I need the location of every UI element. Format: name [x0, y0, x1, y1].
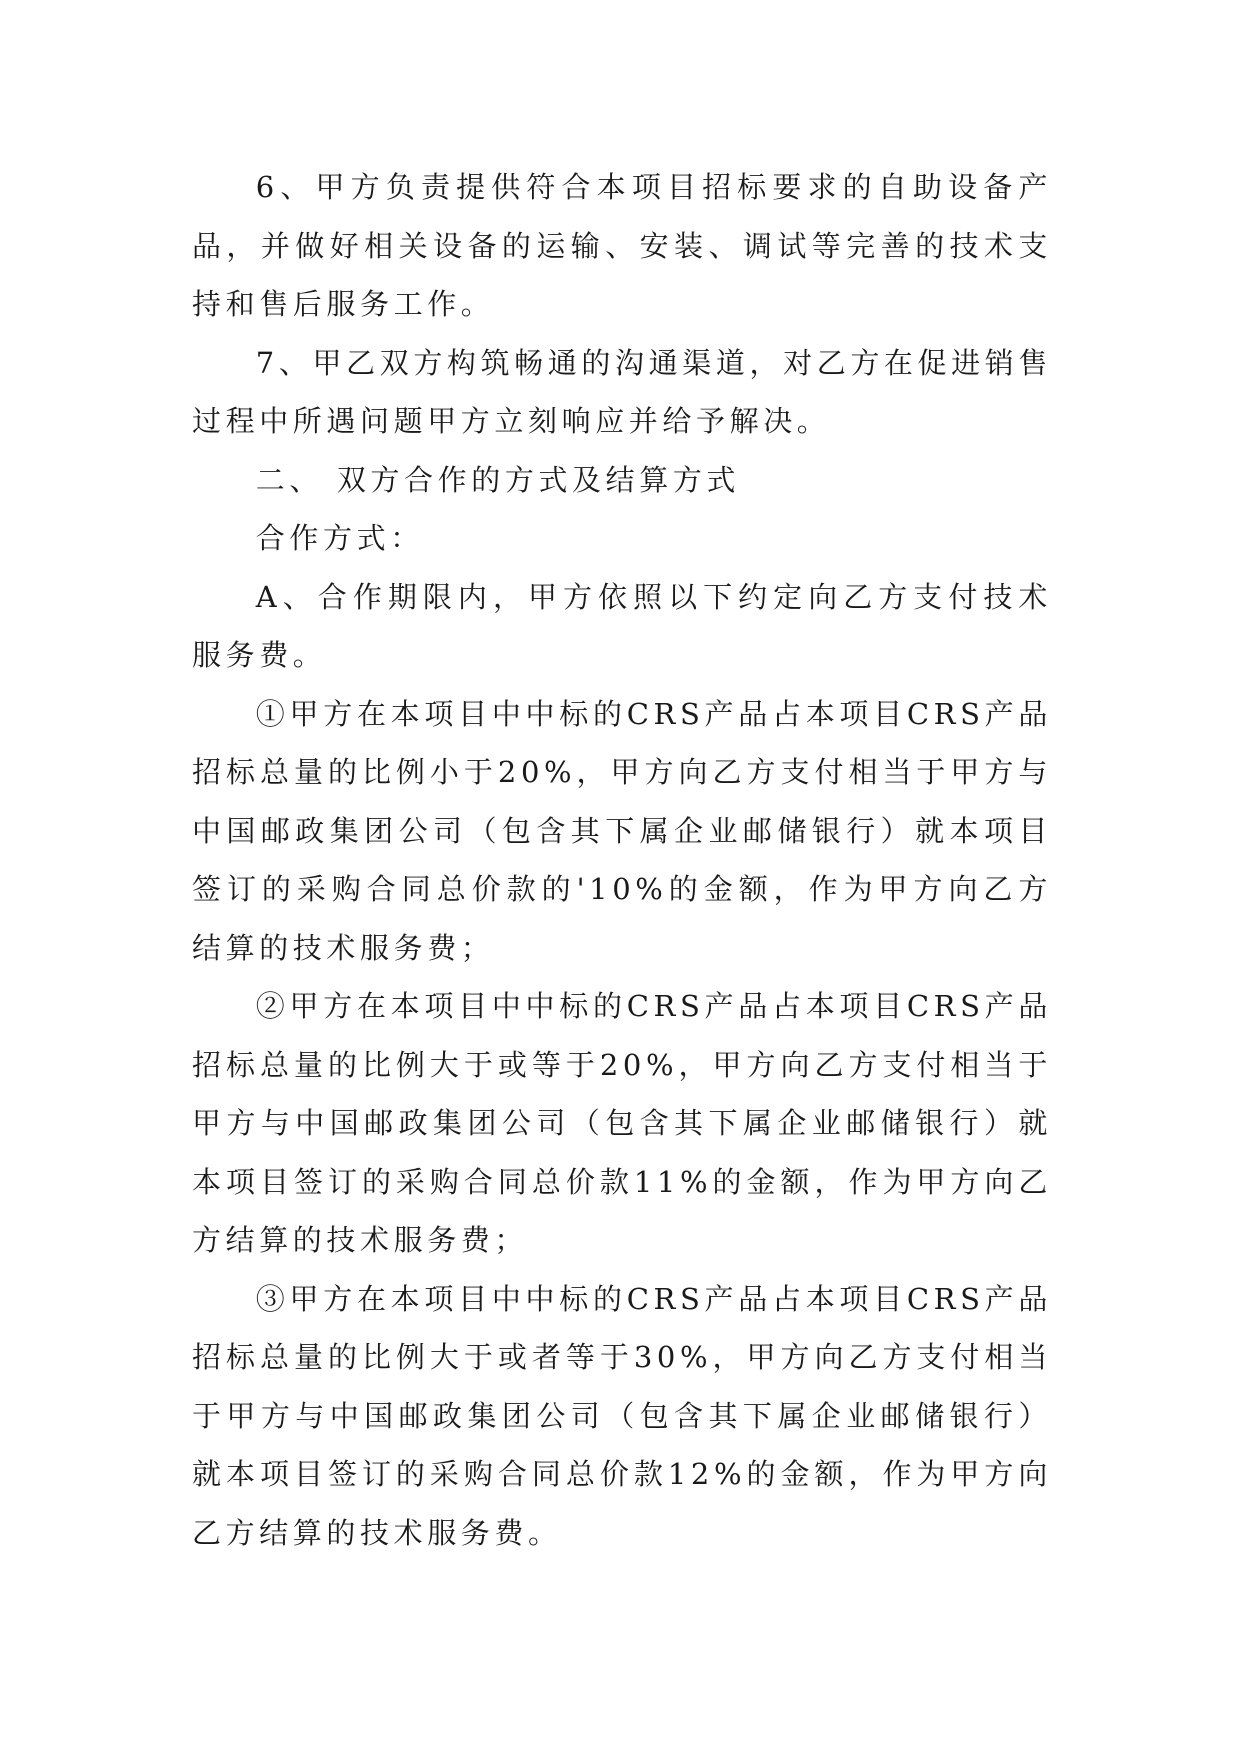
- paragraph-item-7: 7、甲乙双方构筑畅通的沟通渠道，对乙方在促进销售过程中所遇问题甲方立刻响应并给予解决。: [192, 345, 1052, 438]
- paragraph-item-6: 6、甲方负责提供符合本项目招标要求的自助设备产品，并做好相关设备的运输、安装、调试等完善的技术支持和售后服务工作。: [192, 170, 1052, 321]
- subheading-cooperation-method: 合作方式：: [255, 521, 424, 555]
- section-heading: 二、 双方合作的方式及结算方式: [255, 462, 741, 497]
- paragraph-clause-3: ③甲方在本项目中中标的CRS产品占本项目CRS产品招标总量的比例大于或者等于30%，甲方向乙方支付相当于甲方与中国邮政集团公司（包含其下属企业邮储银行）就本项目签订的采购合同总价款12%的金额，作为甲方向乙方结算的技术服务费。: [192, 1281, 1052, 1550]
- paragraph-clause-a: A、合作期限内，甲方依照以下约定向乙方支付技术服务费。: [192, 579, 1052, 672]
- paragraph-clause-2: ②甲方在本项目中中标的CRS产品占本项目CRS产品招标总量的比例大于或等于20%，甲方向乙方支付相当于甲方与中国邮政集团公司（包含其下属企业邮储银行）就本项目签订的采购合同总价款11%的金额，作为甲方向乙方结算的技术服务费；: [192, 989, 1052, 1257]
- document-body: [192, 158, 1052, 1562]
- paragraph-clause-1: ①甲方在本项目中中标的CRS产品占本项目CRS产品招标总量的比例小于20%，甲方向乙方支付相当于甲方与中国邮政集团公司（包含其下属企业邮储银行）就本项目签订的采购合同总价款的'10%的金额，作为甲方向乙方结算的技术服务费；: [192, 696, 1052, 965]
